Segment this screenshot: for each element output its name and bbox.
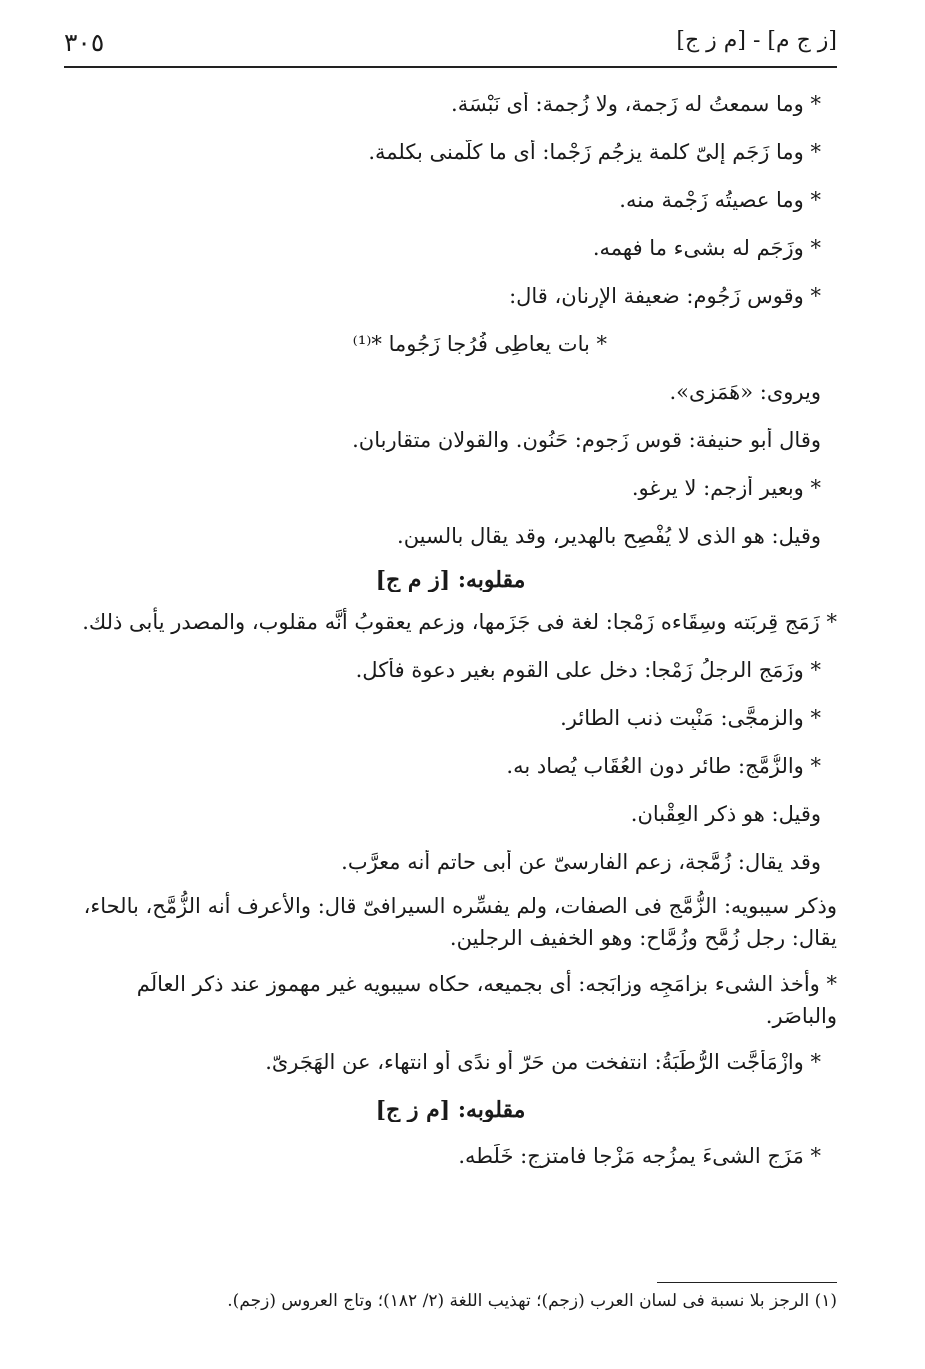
text-paragraph: * زَمَج قِربَته وسِقَاءه زَمْجا: لغة فى جَزَمها، وزعم يعقوبُ أنَّه مقلوب، والمصدر يأبى ذلك. — [82, 610, 837, 634]
text-line: * وما زَجَم إلىّ كلمة يزجُم زَجْما: أى ما كلَّمنى بكلمة. — [368, 140, 821, 164]
footnote: (١) الرجز بلا نسبة فى لسان العرب (زجم)؛ تهذيب اللغة (٢/ ١٨٢)؛ وتاج العروس (زجم). — [227, 1291, 837, 1311]
text-paragraph: * وأخذ الشىء بزامَجِه وزابَجه: أى بجميعه، حكاه سيبويه غير مهموز عند ذكر العالَم والباصَر. — [136, 972, 837, 1028]
text-line: * وما سمعتُ له زَجمة، ولا زُجمة: أى نَبْسَة. — [451, 92, 821, 116]
text-line: ويروى: «هَمَزى». — [669, 380, 821, 404]
body-text — [64, 84, 837, 1168]
header-divider — [64, 66, 837, 68]
verse-line: * بات يعاطِى فُرُجا زَجُوما *⁽¹⁾ — [352, 332, 607, 356]
text-line: وقد يقال: زُمَّجة، زعم الفارسىّ عن أبى حاتم أنه معرَّب. — [341, 850, 821, 874]
text-line: وقيل: هو ذكر العِقْبان. — [630, 802, 821, 826]
text-line: * مَزَج الشىءَ يمزُجه مَزْجا فامتزج: خَلَطه. — [458, 1144, 821, 1168]
text-paragraph: وذكر سيبويه: الزُّمَّج فى الصفات، ولم يفسِّره السيرافىّ قال: والأعرف أنه الزُّمَّح، بالحاء، يقال: رجل زُمَّح وزُمَّاح: وهو الخفيف الرجلين. — [83, 894, 837, 950]
text-line: * والزُّمَّج: طائر دون العُقَاب يُصاد به. — [506, 754, 821, 778]
text-line: * وبعير أزجم: لا يرغو. — [631, 476, 821, 500]
text-line: * وزَجَم له بشىء ما فهمه. — [592, 236, 821, 260]
text-line: * والزِمجَّى: مَنْبِت ذنب الطائر. — [560, 706, 821, 730]
text-line: * وما عصيتُه زَجْمة منه. — [619, 188, 821, 212]
text-line: وقال أبو حنيفة: قوس زَجوم: حَنُون. والقولان متقارِبان. — [352, 428, 821, 452]
text-line: وقيل: هو الذى لا يُفْصِح بالهدير، وقد يقال بالسين. — [397, 524, 821, 548]
text-line: * وازْمَأجَّت الرُّطَبَةُ: انتفخت من حَرّ أو ندًى أو انتهاء، عن الهَجَرىّ. — [265, 1050, 821, 1074]
text-line: * وزَمَج الرجلُ زَمْجا: دخل على القوم بغير دعوة فأكل. — [355, 658, 821, 682]
text-line: * وقوس زَجُوم: ضعيفة الإرنان، قال: — [509, 284, 821, 308]
running-title: [ز ج م] - [م ز ج] — [676, 28, 837, 53]
section-heading: مقلوبه: [ز م ج] — [375, 568, 526, 592]
footnote-divider — [657, 1282, 837, 1283]
section-heading: مقلوبه: [م ز ج] — [375, 1098, 526, 1122]
page-number: ٣٠٥ — [64, 28, 105, 57]
